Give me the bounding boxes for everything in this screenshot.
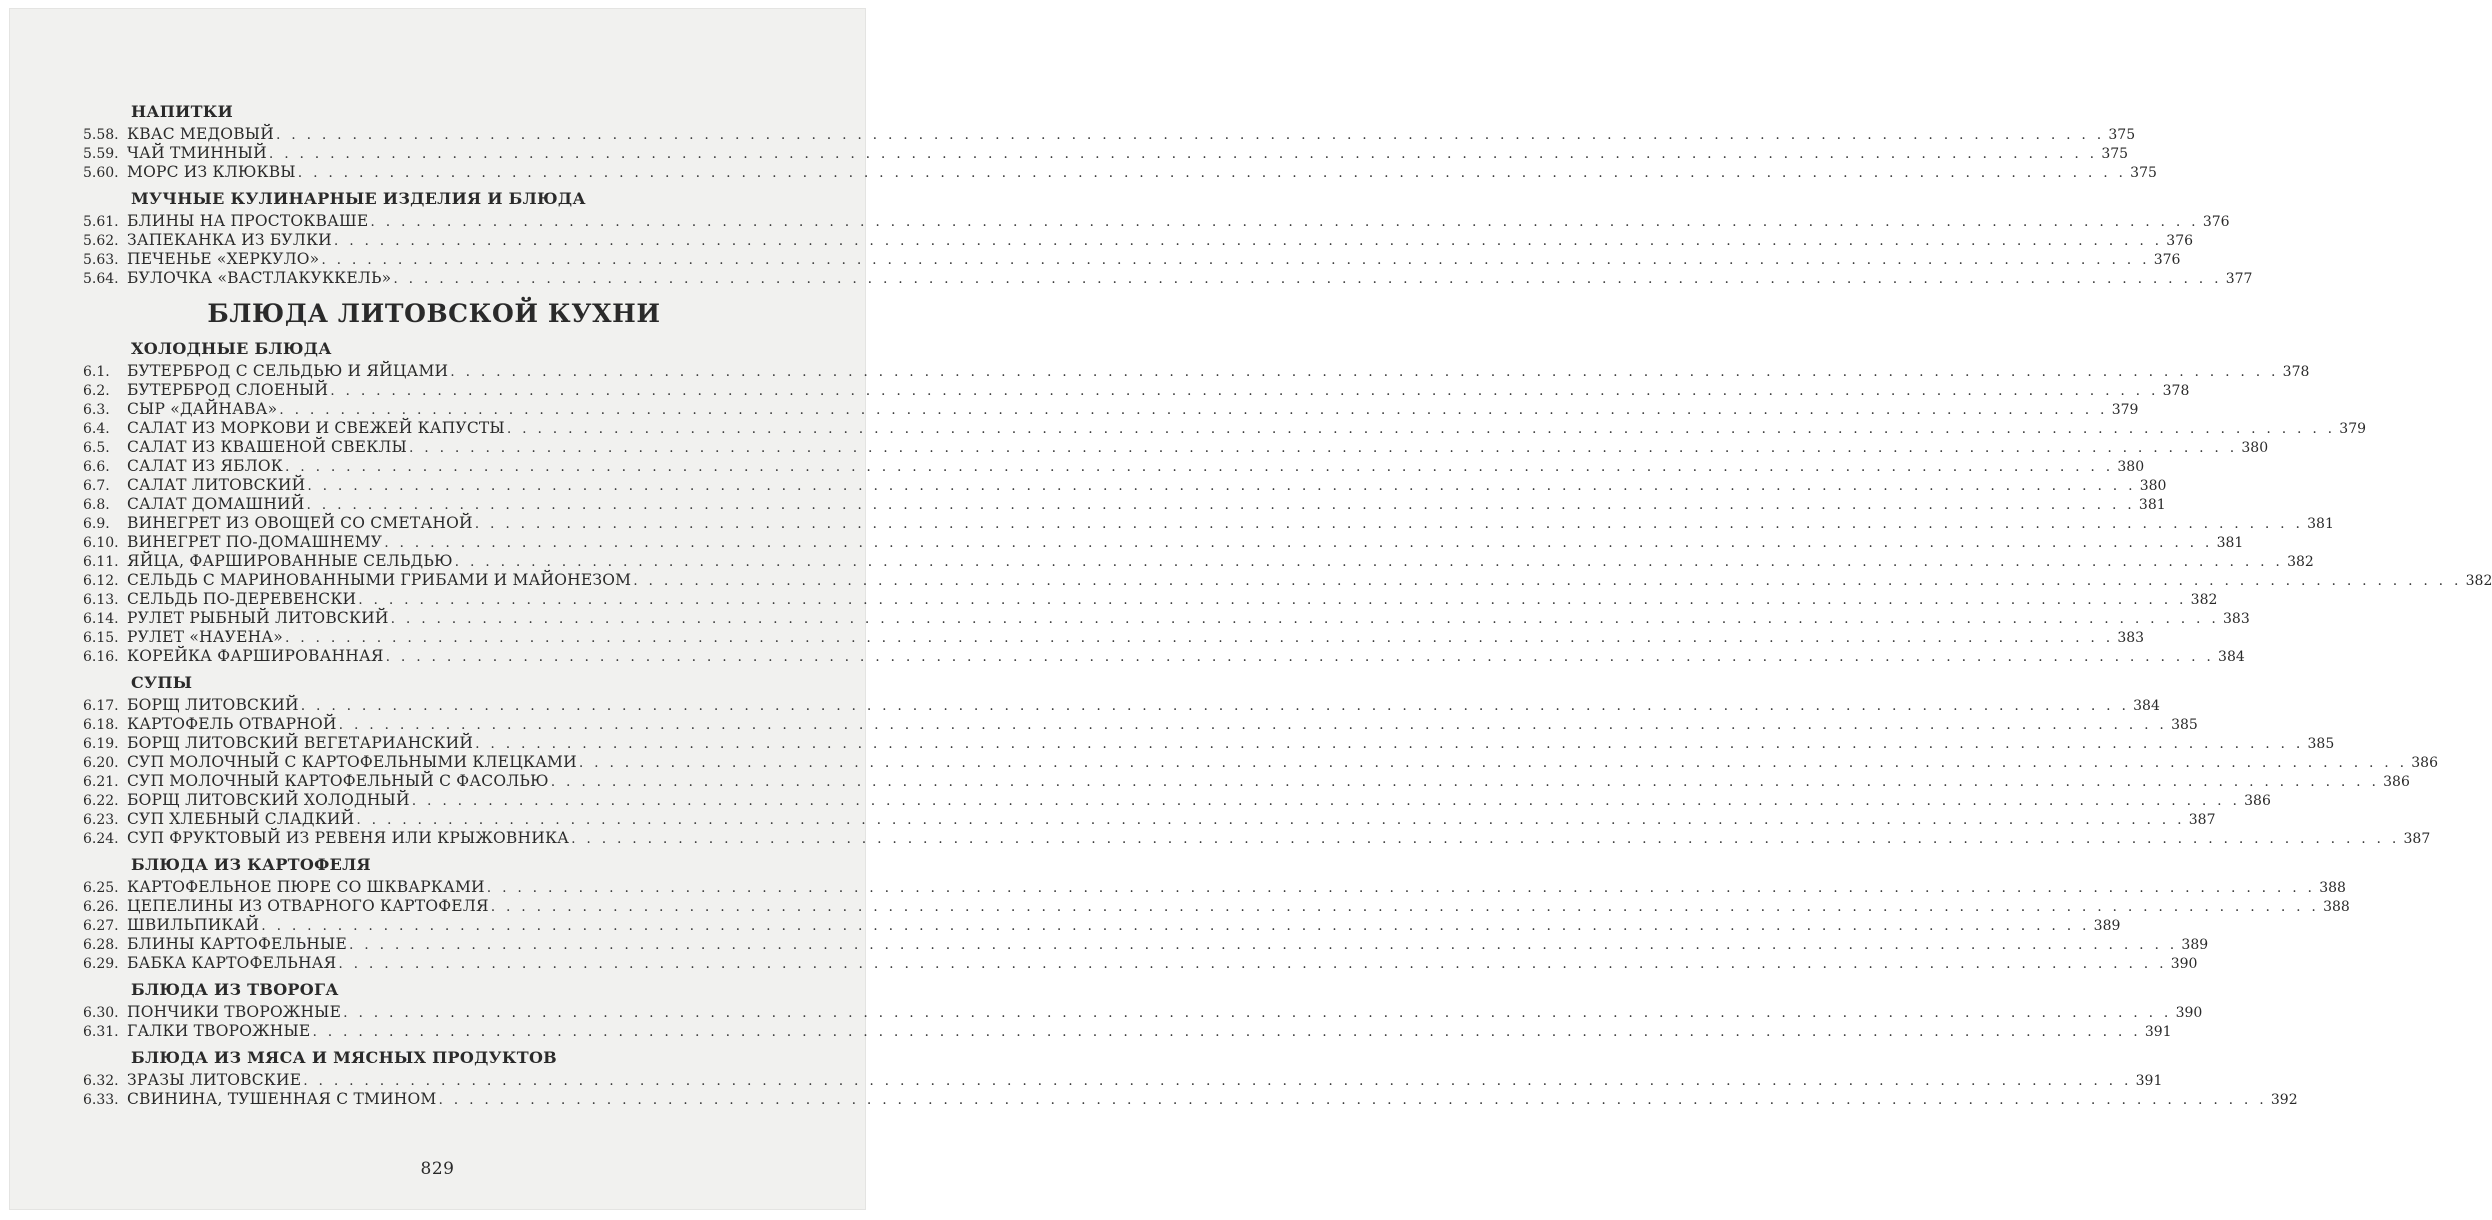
entry-number: 6.7. xyxy=(83,478,110,494)
toc-entry xyxy=(83,381,2190,400)
dot-leader: . . . . . . . . . . . . . . . . . . . . . . . . . . . . . . . . . . . . . . . . . . . . . . . . . . . . . . . . . . . . . . . . . . . . . . . . . . . . . . . . . . . . . . . . . . . . . . . . . . . . . . . . . . . . . . . . . . . . . . . . xyxy=(303,1073,2132,1089)
entry-page-number: 390 xyxy=(2175,1005,2203,1021)
entry-title: РУЛЕТ РЫБНЫЙ ЛИТОВСКИЙ xyxy=(127,609,389,627)
dot-leader: . . . . . . . . . . . . . . . . . . . . . . . . . . . . . . . . . . . . . . . . . . . . . . . . . . . . . . . . . . . . . . . . . . . . . . . . . . . . . . . . . . . . . . . . . . . . . . . . . . . . . . . . . . . . . . . . . . . . . . . . xyxy=(571,831,2400,847)
dot-leader: . . . . . . . . . . . . . . . . . . . . . . . . . . . . . . . . . . . . . . . . . . . . . . . . . . . . . . . . . . . . . . . . . . . . . . . . . . . . . . . . . . . . . . . . . . . . . . . . . . . . . . . . . . . . . . . . . . . . . . . . xyxy=(438,1092,2267,1108)
entry-page-number: 384 xyxy=(2218,649,2245,665)
entry-page-number: 381 xyxy=(2307,516,2334,532)
entry-title: ШВИЛЬПИКАЙ xyxy=(127,916,260,934)
entry-title: БУЛОЧКА «ВАСТЛАКУККЕЛЬ» xyxy=(127,269,392,287)
entry-title: САЛАТ ЛИТОВСКИЙ xyxy=(127,476,306,494)
entry-number: 6.22. xyxy=(83,793,119,809)
toc-entry xyxy=(83,647,2245,666)
dot-leader: . . . . . . . . . . . . . . . . . . . . . . . . . . . . . . . . . . . . . . . . . . . . . . . . . . . . . . . . . . . . . . . . . . . . . . . . . . . . . . . . . . . . . . . . . . . . . . . . . . . . . . . . . . . . . . . . . . . . . . . . xyxy=(408,440,2238,456)
entry-number: 6.23. xyxy=(83,812,119,828)
toc-entry xyxy=(83,552,2314,571)
entry-number: 6.30. xyxy=(83,1005,119,1021)
entry-number: 6.3. xyxy=(83,402,110,418)
dot-leader: . . . . . . . . . . . . . . . . . . . . . . . . . . . . . . . . . . . . . . . . . . . . . . . . . . . . . . . . . . . . . . . . . . . . . . . . . . . . . . . . . . . . . . . . . . . . . . . . . . . . . . . . . . . . . . . . . . . . . . . . xyxy=(370,214,2199,230)
entry-page-number: 389 xyxy=(2093,918,2121,934)
entry-page-number: 385 xyxy=(2171,717,2198,733)
toc-entry xyxy=(83,514,2334,533)
dot-leader: . . . . . . . . . . . . . . . . . . . . . . . . . . . . . . . . . . . . . . . . . . . . . . . . . . . . . . . . . . . . . . . . . . . . . . . . . . . . . . . . . . . . . . . . . . . . . . . . . . . . . . . . . . . . . . . . . . . . . . . . xyxy=(330,383,2159,399)
toc-entry xyxy=(83,829,2431,848)
toc-entry xyxy=(83,1071,2163,1090)
entry-number: 6.10. xyxy=(83,535,119,551)
dot-leader: . . . . . . . . . . . . . . . . . . . . . . . . . . . . . . . . . . . . . . . . . . . . . . . . . . . . . . . . . . . . . . . . . . . . . . . . . . . . . . . . . . . . . . . . . . . . . . . . . . . . . . . . . . . . . . . . . . . . . . . . xyxy=(343,1005,2172,1021)
entry-number: 5.64. xyxy=(83,271,119,287)
dot-leader: . . . . . . . . . . . . . . . . . . . . . . . . . . . . . . . . . . . . . . . . . . . . . . . . . . . . . . . . . . . . . . . . . . . . . . . . . . . . . . . . . . . . . . . . . . . . . . . . . . . . . . . . . . . . . . . . . . . . . . . . xyxy=(411,793,2241,809)
dot-leader: . . . . . . . . . . . . . . . . . . . . . . . . . . . . . . . . . . . . . . . . . . . . . . . . . . . . . . . . . . . . . . . . . . . . . . . . . . . . . . . . . . . . . . . . . . . . . . . . . . . . . . . . . . . . . . . . . . . . . . . . xyxy=(490,899,2320,915)
toc-entry xyxy=(83,1022,2172,1041)
entry-title: СЕЛЬДЬ С МАРИНОВАННЫМИ ГРИБАМИ И МАЙОНЕЗОМ xyxy=(127,571,632,589)
entry-page-number: 384 xyxy=(2133,698,2160,714)
entry-number: 6.5. xyxy=(83,440,110,456)
dot-leader: . . . . . . . . . . . . . . . . . . . . . . . . . . . . . . . . . . . . . . . . . . . . . . . . . . . . . . . . . . . . . . . . . . . . . . . . . . . . . . . . . . . . . . . . . . . . . . . . . . . . . . . . . . . . . . . . . . . . . . . . xyxy=(338,956,2167,972)
dot-leader: . . . . . . . . . . . . . . . . . . . . . . . . . . . . . . . . . . . . . . . . . . . . . . . . . . . . . . . . . . . . . . . . . . . . . . . . . . . . . . . . . . . . . . . . . . . . . . . . . . . . . . . . . . . . . . . . . . . . . . . . xyxy=(268,146,2098,162)
dot-leader: . . . . . . . . . . . . . . . . . . . . . . . . . . . . . . . . . . . . . . . . . . . . . . . . . . . . . . . . . . . . . . . . . . . . . . . . . . . . . . . . . . . . . . . . . . . . . . . . . . . . . . . . . . . . . . . . . . . . . . . . xyxy=(300,698,2130,714)
entry-number: 6.28. xyxy=(83,937,119,953)
entry-title: МОРС ИЗ КЛЮКВЫ xyxy=(127,163,296,181)
entry-title: ЦЕПЕЛИНЫ ИЗ ОТВАРНОГО КАРТОФЕЛЯ xyxy=(127,897,489,915)
toc-entry xyxy=(83,1003,2203,1022)
table-of-contents xyxy=(83,101,2492,1109)
entry-page-number: 387 xyxy=(2188,812,2216,828)
toc-entry xyxy=(83,954,2198,973)
toc-entry xyxy=(83,878,2346,897)
toc-entry xyxy=(83,935,2209,954)
entry-page-number: 392 xyxy=(2270,1092,2298,1108)
entry-page-number: 380 xyxy=(2139,478,2167,494)
entry-number: 6.4. xyxy=(83,421,110,437)
entry-number: 6.17. xyxy=(83,698,119,714)
entry-number: 6.18. xyxy=(83,717,119,733)
entry-title: САЛАТ ИЗ ЯБЛОК xyxy=(127,457,283,475)
entry-page-number: 375 xyxy=(2101,146,2129,162)
entry-number: 5.59. xyxy=(83,146,119,162)
entry-title: ЗАПЕКАНКА ИЗ БУЛКИ xyxy=(127,231,332,249)
entry-title: БЛИНЫ КАРТОФЕЛЬНЫЕ xyxy=(127,935,347,953)
toc-entry xyxy=(83,476,2167,495)
entry-number: 6.32. xyxy=(83,1073,119,1089)
entry-number: 6.29. xyxy=(83,956,119,972)
entry-number: 5.58. xyxy=(83,127,119,143)
entry-page-number: 386 xyxy=(2244,793,2271,809)
dot-leader: . . . . . . . . . . . . . . . . . . . . . . . . . . . . . . . . . . . . . . . . . . . . . . . . . . . . . . . . . . . . . . . . . . . . . . . . . . . . . . . . . . . . . . . . . . . . . . . . . . . . . . . . . . . . . . . . . . . . . . . . xyxy=(333,233,2163,249)
toc-entry xyxy=(83,212,2230,231)
entry-number: 6.14. xyxy=(83,611,119,627)
dot-leader: . . . . . . . . . . . . . . . . . . . . . . . . . . . . . . . . . . . . . . . . . . . . . . . . . . . . . . . . . . . . . . . . . . . . . . . . . . . . . . . . . . . . . . . . . . . . . . . . . . . . . . . . . . . . . . . . . . . . . . . . xyxy=(312,1024,2141,1040)
toc-entry xyxy=(83,696,2160,715)
entry-number: 6.21. xyxy=(83,774,119,790)
entry-title: САЛАТ ИЗ МОРКОВИ И СВЕЖЕЙ КАПУСТЫ xyxy=(127,419,505,437)
dot-leader: . . . . . . . . . . . . . . . . . . . . . . . . . . . . . . . . . . . . . . . . . . . . . . . . . . . . . . . . . . . . . . . . . . . . . . . . . . . . . . . . . . . . . . . . . . . . . . . . . . . . . . . . . . . . . . . . . . . . . . . . xyxy=(349,937,2178,953)
dot-leader: . . . . . . . . . . . . . . . . . . . . . . . . . . . . . . . . . . . . . . . . . . . . . . . . . . . . . . . . . . . . . . . . . . . . . . . . . . . . . . . . . . . . . . . . . . . . . . . . . . . . . . . . . . . . . . . . . . . . . . . . xyxy=(307,478,2136,494)
toc-entry xyxy=(83,609,2250,628)
entry-page-number: 388 xyxy=(2319,880,2346,896)
section-heading: СУПЫ xyxy=(131,673,193,692)
entry-number: 5.61. xyxy=(83,214,119,230)
dot-leader: . . . . . . . . . . . . . . . . . . . . . . . . . . . . . . . . . . . . . . . . . . . . . . . . . . . . . . . . . . . . . . . . . . . . . . . . . . . . . . . . . . . . . . . . . . . . . . . . . . . . . . . . . . . . . . . . . . . . . . . . xyxy=(385,649,2215,665)
entry-number: 6.15. xyxy=(83,630,119,646)
entry-title: БУТЕРБРОД С СЕЛЬДЬЮ И ЯЙЦАМИ xyxy=(127,362,449,380)
dot-leader: . . . . . . . . . . . . . . . . . . . . . . . . . . . . . . . . . . . . . . . . . . . . . . . . . . . . . . . . . . . . . . . . . . . . . . . . . . . . . . . . . . . . . . . . . . . . . . . . . . . . . . . . . . . . . . . . . . . . . . . . xyxy=(261,918,2090,934)
section-heading: НАПИТКИ xyxy=(131,102,234,121)
entry-page-number: 386 xyxy=(2383,774,2410,790)
toc-entry xyxy=(83,125,2136,144)
dot-leader: . . . . . . . . . . . . . . . . . . . . . . . . . . . . . . . . . . . . . . . . . . . . . . . . . . . . . . . . . . . . . . . . . . . . . . . . . . . . . . . . . . . . . . . . . . . . . . . . . . . . . . . . . . . . . . . . . . . . . . . . xyxy=(450,364,2279,380)
entry-title: БОРЩ ЛИТОВСКИЙ ВЕГЕТАРИАНСКИЙ xyxy=(127,734,474,752)
toc-entry xyxy=(83,590,2218,609)
entry-page-number: 378 xyxy=(2282,364,2310,380)
book-page xyxy=(10,9,2492,1209)
entry-title: ПОНЧИКИ ТВОРОЖНЫЕ xyxy=(127,1003,342,1021)
entry-title: САЛАТ ИЗ КВАШЕНОЙ СВЕКЛЫ xyxy=(127,438,407,456)
entry-title: РУЛЕТ «НАУЕНА» xyxy=(127,628,283,646)
entry-number: 6.1. xyxy=(83,364,110,380)
part-title: БЛЮДА ЛИТОВСКОЙ КУХНИ xyxy=(207,299,661,328)
entry-number: 6.6. xyxy=(83,459,110,475)
toc-entry xyxy=(83,457,2145,476)
entry-title: СУП МОЛОЧНЫЙ КАРТОФЕЛЬНЫЙ С ФАСОЛЬЮ xyxy=(127,772,549,790)
entry-title: СЕЛЬДЬ ПО-ДЕРЕВЕНСКИ xyxy=(127,590,357,608)
entry-page-number: 381 xyxy=(2138,497,2166,513)
entry-title: СУП ФРУКТОВЫЙ ИЗ РЕВЕНЯ ИЛИ КРЫЖОВНИКА xyxy=(127,829,570,847)
dot-leader: . . . . . . . . . . . . . . . . . . . . . . . . . . . . . . . . . . . . . . . . . . . . . . . . . . . . . . . . . . . . . . . . . . . . . . . . . . . . . . . . . . . . . . . . . . . . . . . . . . . . . . . . . . . . . . . . . . . . . . . . xyxy=(475,736,2304,752)
toc-entry xyxy=(83,628,2145,647)
section-heading: БЛЮДА ИЗ ТВОРОГА xyxy=(131,980,339,999)
toc-entry xyxy=(83,533,2244,552)
entry-page-number: 379 xyxy=(2111,402,2139,418)
dot-leader: . . . . . . . . . . . . . . . . . . . . . . . . . . . . . . . . . . . . . . . . . . . . . . . . . . . . . . . . . . . . . . . . . . . . . . . . . . . . . . . . . . . . . . . . . . . . . . . . . . . . . . . . . . . . . . . . . . . . . . . . xyxy=(578,755,2408,771)
toc-entry xyxy=(83,571,2492,590)
section-heading: БЛЮДА ИЗ КАРТОФЕЛЯ xyxy=(131,855,371,874)
dot-leader: . . . . . . . . . . . . . . . . . . . . . . . . . . . . . . . . . . . . . . . . . . . . . . . . . . . . . . . . . . . . . . . . . . . . . . . . . . . . . . . . . . . . . . . . . . . . . . . . . . . . . . . . . . . . . . . . . . . . . . . . xyxy=(356,812,2185,828)
toc-entry xyxy=(83,269,2253,288)
toc-entry xyxy=(83,250,2181,269)
entry-title: КОРЕЙКА ФАРШИРОВАННАЯ xyxy=(127,647,384,665)
entry-title: КАРТОФЕЛЬ ОТВАРНОЙ xyxy=(127,715,337,733)
dot-leader: . . . . . . . . . . . . . . . . . . . . . . . . . . . . . . . . . . . . . . . . . . . . . . . . . . . . . . . . . . . . . . . . . . . . . . . . . . . . . . . . . . . . . . . . . . . . . . . . . . . . . . . . . . . . . . . . . . . . . . . . xyxy=(393,271,2222,287)
entry-title: БУТЕРБРОД СЛОЕНЫЙ xyxy=(127,381,329,399)
entry-number: 6.20. xyxy=(83,755,119,771)
entry-page-number: 376 xyxy=(2166,233,2194,249)
entry-title: ЯЙЦА, ФАРШИРОВАННЫЕ СЕЛЬДЬЮ xyxy=(127,552,453,570)
entry-page-number: 378 xyxy=(2162,383,2190,399)
entry-title: БОРЩ ЛИТОВСКИЙ xyxy=(127,696,299,714)
toc-entry xyxy=(83,772,2410,791)
entry-page-number: 391 xyxy=(2135,1073,2163,1089)
entry-page-number: 377 xyxy=(2225,271,2253,287)
entry-number: 5.60. xyxy=(83,165,119,181)
entry-title: КАРТОФЕЛЬНОЕ ПЮРЕ СО ШКВАРКАМИ xyxy=(127,878,485,896)
entry-title: ЗРАЗЫ ЛИТОВСКИЕ xyxy=(127,1071,302,1089)
entry-number: 6.27. xyxy=(83,918,119,934)
entry-page-number: 385 xyxy=(2307,736,2335,752)
toc-entry xyxy=(83,419,2367,438)
dot-leader: . . . . . . . . . . . . . . . . . . . . . . . . . . . . . . . . . . . . . . . . . . . . . . . . . . . . . . . . . . . . . . . . . . . . . . . . . . . . . . . . . . . . . . . . . . . . . . . . . . . . . . . . . . . . . . . . . . . . . . . . xyxy=(454,554,2284,570)
entry-title: САЛАТ ДОМАШНИЙ xyxy=(127,495,305,513)
dot-leader: . . . . . . . . . . . . . . . . . . . . . . . . . . . . . . . . . . . . . . . . . . . . . . . . . . . . . . . . . . . . . . . . . . . . . . . . . . . . . . . . . . . . . . . . . . . . . . . . . . . . . . . . . . . . . . . . . . . . . . . . xyxy=(279,402,2108,418)
dot-leader: . . . . . . . . . . . . . . . . . . . . . . . . . . . . . . . . . . . . . . . . . . . . . . . . . . . . . . . . . . . . . . . . . . . . . . . . . . . . . . . . . . . . . . . . . . . . . . . . . . . . . . . . . . . . . . . . . . . . . . . . xyxy=(384,535,2213,551)
entry-number: 6.9. xyxy=(83,516,110,532)
toc-entry xyxy=(83,916,2121,935)
entry-title: СУП МОЛОЧНЫЙ С КАРТОФЕЛЬНЫМИ КЛЕЦКАМИ xyxy=(127,753,577,771)
toc-entry xyxy=(83,897,2350,916)
entry-number: 5.63. xyxy=(83,252,119,268)
entry-title: ВИНЕГРЕТ ПО-ДОМАШНЕМУ xyxy=(127,533,383,551)
entry-number: 6.12. xyxy=(83,573,119,589)
entry-page-number: 376 xyxy=(2153,252,2181,268)
toc-entry xyxy=(83,810,2216,829)
entry-number: 6.24. xyxy=(83,831,119,847)
dot-leader: . . . . . . . . . . . . . . . . . . . . . . . . . . . . . . . . . . . . . . . . . . . . . . . . . . . . . . . . . . . . . . . . . . . . . . . . . . . . . . . . . . . . . . . . . . . . . . . . . . . . . . . . . . . . . . . . . . . . . . . . xyxy=(474,516,2304,532)
dot-leader: . . . . . . . . . . . . . . . . . . . . . . . . . . . . . . . . . . . . . . . . . . . . . . . . . . . . . . . . . . . . . . . . . . . . . . . . . . . . . . . . . . . . . . . . . . . . . . . . . . . . . . . . . . . . . . . . . . . . . . . . xyxy=(306,497,2135,513)
dot-leader: . . . . . . . . . . . . . . . . . . . . . . . . . . . . . . . . . . . . . . . . . . . . . . . . . . . . . . . . . . . . . . . . . . . . . . . . . . . . . . . . . . . . . . . . . . . . . . . . . . . . . . . . . . . . . . . . . . . . . . . . xyxy=(275,127,2105,143)
entry-title: КВАС МЕДОВЫЙ xyxy=(127,125,274,143)
entry-page-number: 390 xyxy=(2170,956,2198,972)
entry-page-number: 376 xyxy=(2202,214,2230,230)
entry-number: 6.25. xyxy=(83,880,119,896)
entry-title: БОРЩ ЛИТОВСКИЙ ХОЛОДНЫЙ xyxy=(127,791,410,809)
dot-leader: . . . . . . . . . . . . . . . . . . . . . . . . . . . . . . . . . . . . . . . . . . . . . . . . . . . . . . . . . . . . . . . . . . . . . . . . . . . . . . . . . . . . . . . . . . . . . . . . . . . . . . . . . . . . . . . . . . . . . . . . xyxy=(321,252,2150,268)
entry-number: 6.31. xyxy=(83,1024,119,1040)
entry-title: ВИНЕГРЕТ ИЗ ОВОЩЕЙ СО СМЕТАНОЙ xyxy=(127,514,473,532)
toc-entry xyxy=(83,438,2269,457)
entry-number: 6.19. xyxy=(83,736,119,752)
dot-leader: . . . . . . . . . . . . . . . . . . . . . . . . . . . . . . . . . . . . . . . . . . . . . . . . . . . . . . . . . . . . . . . . . . . . . . . . . . . . . . . . . . . . . . . . . . . . . . . . . . . . . . . . . . . . . . . . . . . . . . . . xyxy=(358,592,2187,608)
toc-entry xyxy=(83,791,2271,810)
entry-title: ПЕЧЕНЬЕ «ХЕРКУЛО» xyxy=(127,250,320,268)
entry-page-number: 387 xyxy=(2403,831,2431,847)
entry-page-number: 375 xyxy=(2108,127,2136,143)
section-heading: БЛЮДА ИЗ МЯСА И МЯСНЫХ ПРОДУКТОВ xyxy=(131,1048,558,1067)
entry-title: ЧАЙ ТМИННЫЙ xyxy=(127,144,267,162)
entry-page-number: 380 xyxy=(2117,459,2145,475)
toc-entry xyxy=(83,495,2166,514)
dot-leader: . . . . . . . . . . . . . . . . . . . . . . . . . . . . . . . . . . . . . . . . . . . . . . . . . . . . . . . . . . . . . . . . . . . . . . . . . . . . . . . . . . . . . . . . . . . . . . . . . . . . . . . . . . . . . . . . . . . . . . . . xyxy=(390,611,2220,627)
page-number: 829 xyxy=(420,1159,455,1179)
section-heading: МУЧНЫЕ КУЛИНАРНЫЕ ИЗДЕЛИЯ И БЛЮДА xyxy=(131,189,586,208)
entry-title: СВИНИНА, ТУШЕННАЯ С ТМИНОМ xyxy=(127,1090,437,1108)
entry-number: 6.26. xyxy=(83,899,119,915)
entry-page-number: 386 xyxy=(2411,755,2438,771)
toc-entry xyxy=(83,715,2198,734)
entry-page-number: 375 xyxy=(2130,165,2157,181)
toc-entry xyxy=(83,753,2438,772)
entry-title: ГАЛКИ ТВОРОЖНЫЕ xyxy=(127,1022,311,1040)
entry-title: БЛИНЫ НА ПРОСТОКВАШЕ xyxy=(127,212,369,230)
entry-number: 6.2. xyxy=(83,383,110,399)
dot-leader: . . . . . . . . . . . . . . . . . . . . . . . . . . . . . . . . . . . . . . . . . . . . . . . . . . . . . . . . . . . . . . . . . . . . . . . . . . . . . . . . . . . . . . . . . . . . . . . . . . . . . . . . . . . . . . . . . . . . . . . . xyxy=(633,573,2462,589)
entry-number: 6.33. xyxy=(83,1092,119,1108)
dot-leader: . . . . . . . . . . . . . . . . . . . . . . . . . . . . . . . . . . . . . . . . . . . . . . . . . . . . . . . . . . . . . . . . . . . . . . . . . . . . . . . . . . . . . . . . . . . . . . . . . . . . . . . . . . . . . . . . . . . . . . . . xyxy=(284,459,2114,475)
entry-page-number: 383 xyxy=(2223,611,2250,627)
entry-number: 5.62. xyxy=(83,233,119,249)
entry-page-number: 379 xyxy=(2339,421,2367,437)
toc-entry xyxy=(83,144,2129,163)
dot-leader: . . . . . . . . . . . . . . . . . . . . . . . . . . . . . . . . . . . . . . . . . . . . . . . . . . . . . . . . . . . . . . . . . . . . . . . . . . . . . . . . . . . . . . . . . . . . . . . . . . . . . . . . . . . . . . . . . . . . . . . . xyxy=(297,165,2127,181)
entry-number: 6.8. xyxy=(83,497,110,513)
entry-page-number: 389 xyxy=(2181,937,2209,953)
entry-title: БАБКА КАРТОФЕЛЬНАЯ xyxy=(127,954,337,972)
entry-page-number: 382 xyxy=(2190,592,2218,608)
dot-leader: . . . . . . . . . . . . . . . . . . . . . . . . . . . . . . . . . . . . . . . . . . . . . . . . . . . . . . . . . . . . . . . . . . . . . . . . . . . . . . . . . . . . . . . . . . . . . . . . . . . . . . . . . . . . . . . . . . . . . . . . xyxy=(338,717,2168,733)
dot-leader: . . . . . . . . . . . . . . . . . . . . . . . . . . . . . . . . . . . . . . . . . . . . . . . . . . . . . . . . . . . . . . . . . . . . . . . . . . . . . . . . . . . . . . . . . . . . . . . . . . . . . . . . . . . . . . . . . . . . . . . . xyxy=(284,630,2114,646)
entry-page-number: 383 xyxy=(2117,630,2145,646)
toc-entry xyxy=(83,1090,2298,1109)
toc-entry xyxy=(83,231,2194,250)
entry-title: СЫР «ДАЙНАВА» xyxy=(127,400,278,418)
toc-entry xyxy=(83,400,2139,419)
entry-number: 6.11. xyxy=(83,554,119,570)
dot-leader: . . . . . . . . . . . . . . . . . . . . . . . . . . . . . . . . . . . . . . . . . . . . . . . . . . . . . . . . . . . . . . . . . . . . . . . . . . . . . . . . . . . . . . . . . . . . . . . . . . . . . . . . . . . . . . . . . . . . . . . . xyxy=(550,774,2380,790)
toc-entry xyxy=(83,362,2310,381)
toc-entry xyxy=(83,734,2335,753)
entry-page-number: 381 xyxy=(2216,535,2244,551)
entry-page-number: 380 xyxy=(2241,440,2269,456)
dot-leader: . . . . . . . . . . . . . . . . . . . . . . . . . . . . . . . . . . . . . . . . . . . . . . . . . . . . . . . . . . . . . . . . . . . . . . . . . . . . . . . . . . . . . . . . . . . . . . . . . . . . . . . . . . . . . . . . . . . . . . . . xyxy=(506,421,2336,437)
entry-page-number: 382 xyxy=(2465,573,2492,589)
entry-number: 6.16. xyxy=(83,649,119,665)
entry-number: 6.13. xyxy=(83,592,119,608)
toc-entry xyxy=(83,163,2157,182)
entry-page-number: 391 xyxy=(2144,1024,2172,1040)
entry-page-number: 382 xyxy=(2287,554,2314,570)
dot-leader: . . . . . . . . . . . . . . . . . . . . . . . . . . . . . . . . . . . . . . . . . . . . . . . . . . . . . . . . . . . . . . . . . . . . . . . . . . . . . . . . . . . . . . . . . . . . . . . . . . . . . . . . . . . . . . . . . . . . . . . . xyxy=(486,880,2316,896)
entry-page-number: 388 xyxy=(2323,899,2350,915)
entry-title: СУП ХЛЕБНЫЙ СЛАДКИЙ xyxy=(127,810,355,828)
section-heading: ХОЛОДНЫЕ БЛЮДА xyxy=(131,339,332,358)
